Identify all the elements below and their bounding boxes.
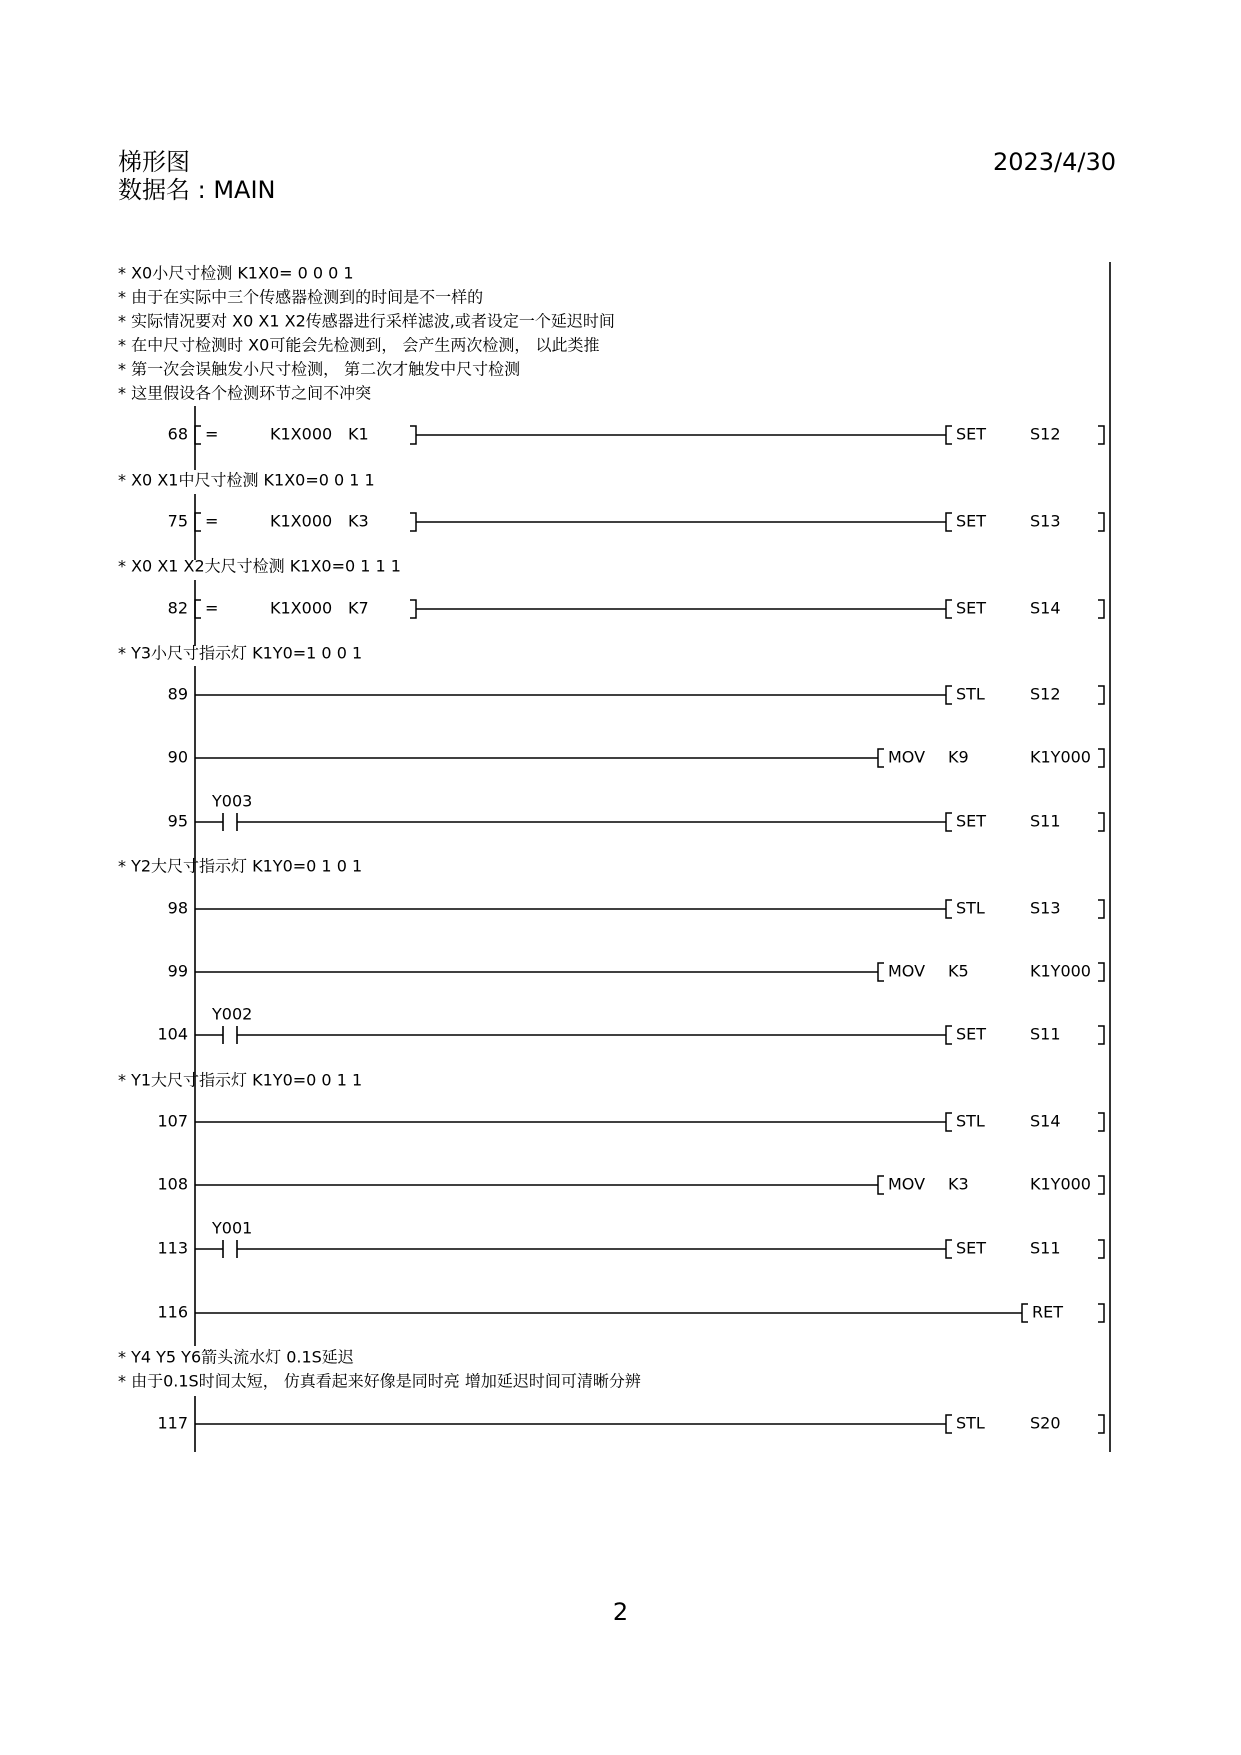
instruction-mnemonic: STL [956,898,985,918]
instruction-mnemonic: MOV [888,961,926,981]
instruction-close-bracket [1098,1240,1104,1258]
instruction-open-bracket [1022,1304,1028,1322]
instruction-operand: K3 [948,1174,969,1194]
instruction-mnemonic: RET [1032,1302,1063,1322]
page-number: 2 [612,1598,629,1626]
instruction-operand: S13 [1030,898,1061,918]
instruction-operand: S11 [1030,811,1061,831]
instruction-open-bracket [946,426,952,444]
instruction-mnemonic: STL [956,1111,985,1131]
instruction-close-bracket [1098,513,1104,531]
instruction-close-bracket [1098,1415,1104,1433]
compare-operator: = [205,424,219,444]
rung-comment: * X0小尺寸检测 K1X0= 0 0 0 1 [118,263,354,283]
data-name-label: 数据名 : MAIN [118,176,276,204]
compare-close-bracket [410,600,416,618]
instruction-open-bracket [946,1415,952,1433]
instruction-operand: S13 [1030,511,1061,531]
instruction-mnemonic: SET [956,424,987,444]
rung-comment: * 由于0.1S时间太短， 仿真看起来好像是同时亮 增加延迟时间可清晰分辨 [118,1371,641,1391]
contact-label: Y002 [212,1004,253,1024]
instruction-mnemonic: STL [956,684,985,704]
contact-label: Y003 [212,791,253,811]
instruction-operand: S12 [1030,424,1061,444]
step-number: 68 [167,424,188,444]
instruction-mnemonic: MOV [888,1174,926,1194]
instruction-operand: S14 [1030,1111,1061,1131]
instruction-open-bracket [946,513,952,531]
instruction-open-bracket [946,1026,952,1044]
instruction-mnemonic: SET [956,1024,987,1044]
step-number: 75 [167,511,188,531]
instruction-close-bracket [1098,1113,1104,1131]
rung-comment: * 由于在实际中三个传感器检测到的时间是不一样的 [118,287,484,307]
instruction-close-bracket [1098,749,1104,767]
instruction-close-bracket [1098,686,1104,704]
instruction-close-bracket [1098,600,1104,618]
instruction-close-bracket [1098,1026,1104,1044]
step-number: 113 [157,1238,188,1258]
instruction-mnemonic: SET [956,811,987,831]
instruction-open-bracket [878,749,884,767]
instruction-open-bracket [878,963,884,981]
step-number: 117 [157,1413,188,1433]
print-date: 2023/4/30 [992,148,1116,176]
instruction-open-bracket [946,600,952,618]
step-number: 107 [157,1111,188,1131]
document-title: 梯形图 [118,148,190,176]
step-number: 108 [157,1174,188,1194]
contact-label: Y001 [212,1218,253,1238]
compare-operand: K3 [348,511,369,531]
instruction-close-bracket [1098,900,1104,918]
compare-operand: K1X000 [270,511,333,531]
step-number: 89 [167,684,188,704]
instruction-operand: S14 [1030,598,1061,618]
rung-comment: * Y1大尺寸指示灯 K1Y0=0 0 1 1 [118,1070,363,1090]
instruction-close-bracket [1098,963,1104,981]
instruction-close-bracket [1098,813,1104,831]
instruction-operand: S11 [1030,1024,1061,1044]
step-number: 104 [157,1024,188,1044]
rung-comment: * X0 X1 X2大尺寸检测 K1X0=0 1 1 1 [118,556,401,576]
compare-open-bracket [195,513,201,531]
instruction-mnemonic: MOV [888,747,926,767]
step-number: 116 [157,1302,188,1322]
instruction-operand: S12 [1030,684,1061,704]
compare-operand: K7 [348,598,369,618]
instruction-operand: K1Y000 [1030,961,1091,981]
compare-close-bracket [410,513,416,531]
instruction-mnemonic: SET [956,511,987,531]
instruction-mnemonic: SET [956,1238,987,1258]
rung-comment: * Y4 Y5 Y6箭头流水灯 0.1S延迟 [118,1347,354,1367]
instruction-open-bracket [946,900,952,918]
step-number: 90 [167,747,188,767]
compare-operand: K1X000 [270,424,333,444]
instruction-operand: S11 [1030,1238,1061,1258]
compare-open-bracket [195,426,201,444]
instruction-open-bracket [878,1176,884,1194]
instruction-open-bracket [946,686,952,704]
compare-operator: = [205,598,219,618]
rung-comment: * 在中尺寸检测时 X0可能会先检测到， 会产生两次检测， 以此类推 [118,335,600,355]
compare-operand: K1 [348,424,369,444]
rung-comment: * 实际情况要对 X0 X1 X2传感器进行采样滤波,或者设定一个延迟时间 [118,311,615,331]
rung-comment: * Y3小尺寸指示灯 K1Y0=1 0 0 1 [118,643,363,663]
instruction-close-bracket [1098,426,1104,444]
instruction-close-bracket [1098,1304,1104,1322]
instruction-mnemonic: STL [956,1413,985,1433]
compare-operator: = [205,511,219,531]
step-number: 95 [167,811,188,831]
instruction-mnemonic: SET [956,598,987,618]
step-number: 82 [167,598,188,618]
instruction-operand: K9 [948,747,969,767]
step-number: 99 [167,961,188,981]
rung-comment: * 第一次会误触发小尺寸检测， 第二次才触发中尺寸检测 [118,359,521,379]
compare-operand: K1X000 [270,598,333,618]
instruction-open-bracket [946,1113,952,1131]
rung-comment: * Y2大尺寸指示灯 K1Y0=0 1 0 1 [118,856,363,876]
instruction-close-bracket [1098,1176,1104,1194]
compare-open-bracket [195,600,201,618]
instruction-operand: K1Y000 [1030,747,1091,767]
rung-comment: * X0 X1中尺寸检测 K1X0=0 0 1 1 [118,470,375,490]
rung-comment: * 这里假设各个检测环节之间不冲突 [118,383,372,403]
instruction-operand: K5 [948,961,969,981]
step-number: 98 [167,898,188,918]
instruction-operand: S20 [1030,1413,1061,1433]
compare-close-bracket [410,426,416,444]
instruction-open-bracket [946,1240,952,1258]
instruction-operand: K1Y000 [1030,1174,1091,1194]
instruction-open-bracket [946,813,952,831]
